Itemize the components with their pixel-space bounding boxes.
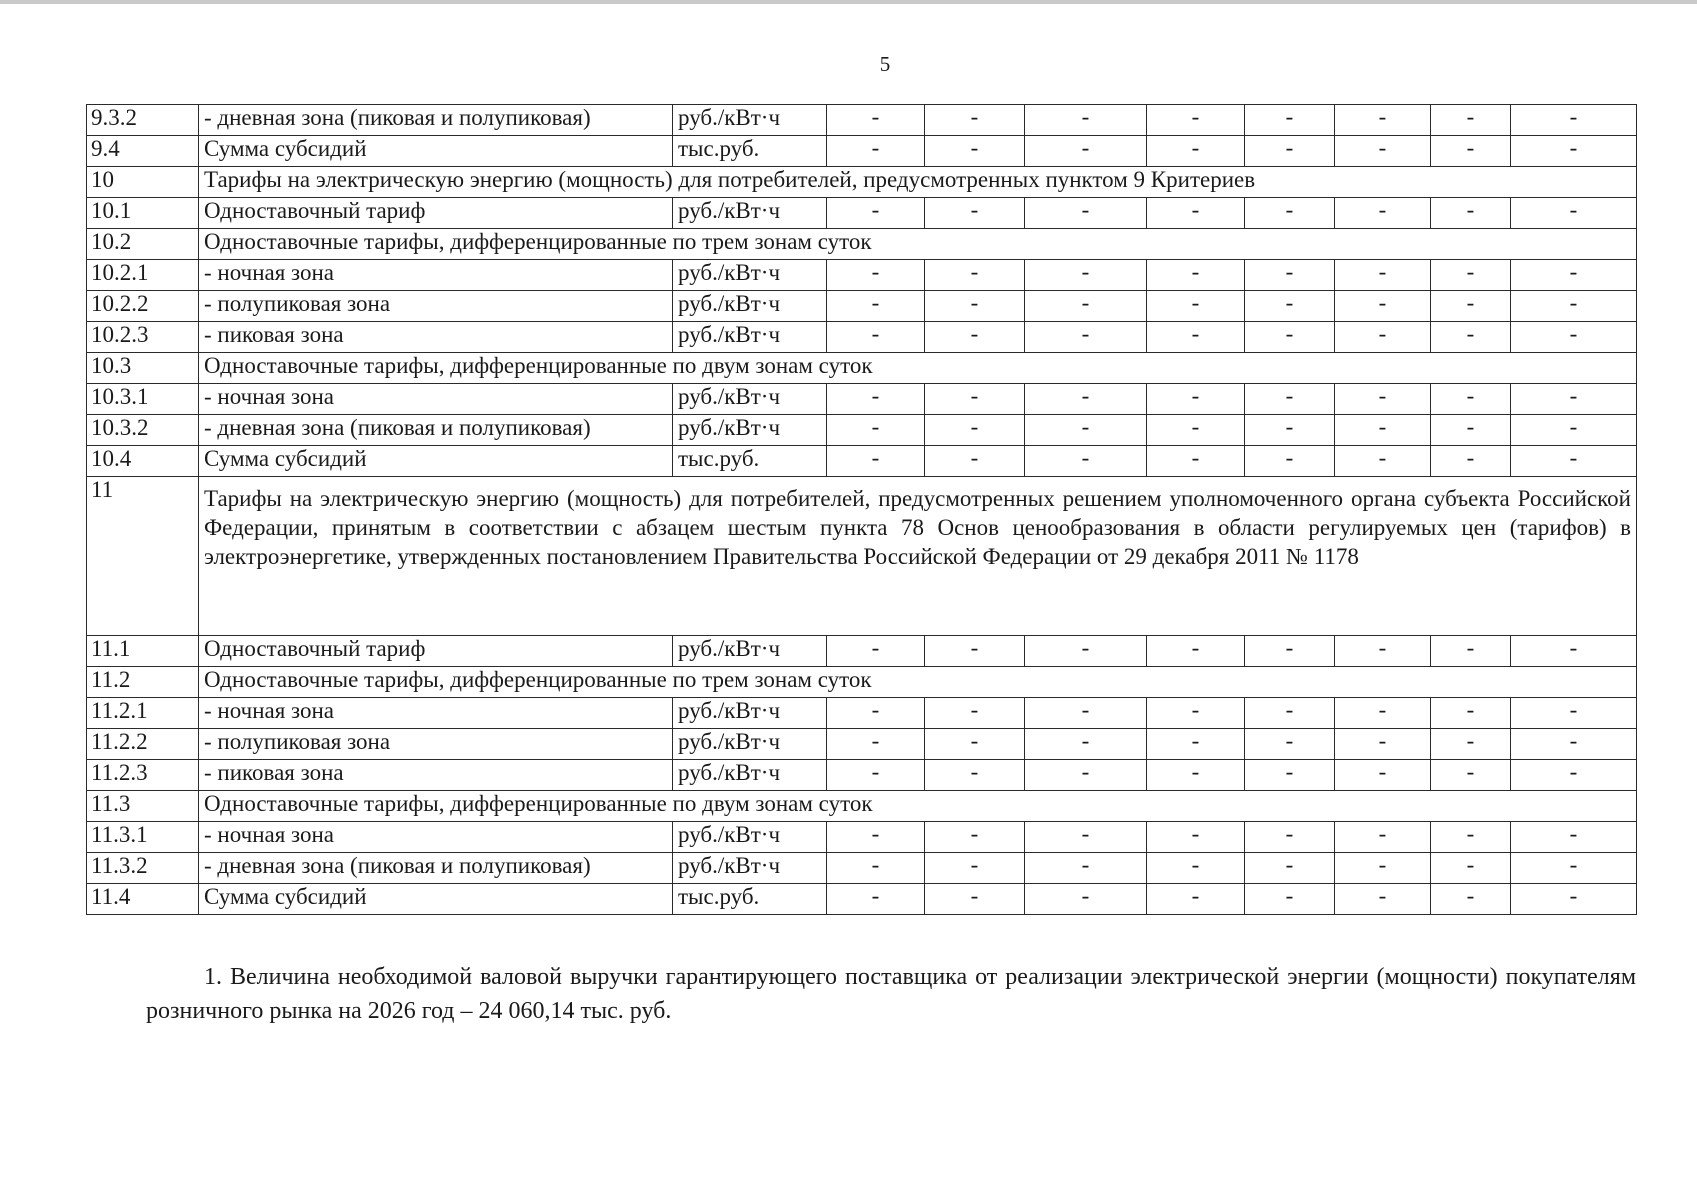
- tariff-table: [86, 104, 1637, 915]
- value-cell: -: [925, 260, 1025, 291]
- value-cell: -: [1245, 636, 1335, 667]
- table-row: [87, 698, 1637, 729]
- value-cell: -: [1511, 198, 1637, 229]
- table-row: [87, 322, 1637, 353]
- row-name: Сумма субсидий: [199, 446, 673, 477]
- value-cell: -: [1431, 198, 1511, 229]
- table-row: [87, 229, 1637, 260]
- table-row: [87, 260, 1637, 291]
- revenue-note: 1. Величина необходимой валовой выручки гарантирующего поставщика от реализации электрической энергии (мощности) покупателям розничного рынка на 2026 год – 24 060,14 тыс. руб.: [146, 964, 1636, 1024]
- row-number: 10.3.1: [87, 384, 199, 415]
- value-cell: -: [1511, 384, 1637, 415]
- row-unit: тыс.руб.: [673, 884, 827, 915]
- value-cell: -: [1147, 384, 1245, 415]
- row-unit: руб./кВт·ч: [673, 822, 827, 853]
- value-cell: -: [925, 198, 1025, 229]
- value-cell: -: [1431, 636, 1511, 667]
- table-row: [87, 853, 1637, 884]
- value-cell: -: [827, 636, 925, 667]
- row-unit: руб./кВт·ч: [673, 760, 827, 791]
- value-cell: -: [1147, 760, 1245, 791]
- value-cell: -: [1245, 760, 1335, 791]
- row-number: 11.3.1: [87, 822, 199, 853]
- value-cell: -: [827, 884, 925, 915]
- row-name: - пиковая зона: [199, 322, 673, 353]
- section-heading: Тарифы на электрическую энергию (мощность) для потребителей, предусмотренных пунктом 9 Критериев: [199, 167, 1637, 198]
- value-cell: -: [827, 105, 925, 136]
- value-cell: -: [925, 698, 1025, 729]
- value-cell: -: [1147, 446, 1245, 477]
- value-cell: -: [1025, 729, 1147, 760]
- value-cell: -: [1025, 322, 1147, 353]
- value-cell: -: [1335, 698, 1431, 729]
- row-unit: руб./кВт·ч: [673, 853, 827, 884]
- value-cell: -: [1431, 698, 1511, 729]
- value-cell: -: [1245, 853, 1335, 884]
- value-cell: -: [1511, 729, 1637, 760]
- value-cell: -: [1147, 884, 1245, 915]
- value-cell: -: [1431, 729, 1511, 760]
- value-cell: -: [1335, 822, 1431, 853]
- row-number: 10.1: [87, 198, 199, 229]
- row-unit: руб./кВт·ч: [673, 198, 827, 229]
- row-unit: руб./кВт·ч: [673, 291, 827, 322]
- scan-top-edge: [0, 0, 1697, 4]
- row-unit: руб./кВт·ч: [673, 384, 827, 415]
- value-cell: -: [925, 322, 1025, 353]
- value-cell: -: [1025, 415, 1147, 446]
- value-cell: -: [1147, 698, 1245, 729]
- value-cell: -: [1335, 198, 1431, 229]
- value-cell: -: [1025, 760, 1147, 791]
- value-cell: -: [1431, 136, 1511, 167]
- table-row: [87, 384, 1637, 415]
- value-cell: -: [1335, 105, 1431, 136]
- row-unit: руб./кВт·ч: [673, 636, 827, 667]
- value-cell: -: [1431, 415, 1511, 446]
- value-cell: -: [827, 822, 925, 853]
- value-cell: -: [1511, 260, 1637, 291]
- value-cell: -: [1511, 291, 1637, 322]
- row-name: Одноставочный тариф: [199, 198, 673, 229]
- value-cell: -: [925, 884, 1025, 915]
- value-cell: -: [1431, 760, 1511, 791]
- table-row: [87, 636, 1637, 667]
- row-unit: руб./кВт·ч: [673, 260, 827, 291]
- value-cell: -: [827, 446, 925, 477]
- value-cell: -: [1431, 291, 1511, 322]
- table-row: [87, 477, 1637, 636]
- row-number: 10.4: [87, 446, 199, 477]
- row-number: 11.2: [87, 667, 199, 698]
- row-number: 11.2.3: [87, 760, 199, 791]
- value-cell: -: [827, 415, 925, 446]
- value-cell: -: [827, 760, 925, 791]
- row-number: 9.4: [87, 136, 199, 167]
- value-cell: -: [1025, 136, 1147, 167]
- row-number: 11.2.2: [87, 729, 199, 760]
- row-number: 10: [87, 167, 199, 198]
- value-cell: -: [1245, 260, 1335, 291]
- row-name: - полупиковая зона: [199, 729, 673, 760]
- value-cell: -: [827, 322, 925, 353]
- row-number: 11: [87, 477, 199, 636]
- value-cell: -: [827, 260, 925, 291]
- row-unit: тыс.руб.: [673, 136, 827, 167]
- value-cell: -: [1431, 884, 1511, 915]
- section-heading: Одноставочные тарифы, дифференцированные по двум зонам суток: [199, 791, 1637, 822]
- value-cell: -: [1245, 105, 1335, 136]
- row-number: 10.3.2: [87, 415, 199, 446]
- value-cell: -: [1511, 446, 1637, 477]
- value-cell: -: [925, 415, 1025, 446]
- value-cell: -: [925, 760, 1025, 791]
- value-cell: -: [1431, 822, 1511, 853]
- value-cell: -: [1335, 260, 1431, 291]
- value-cell: -: [1431, 105, 1511, 136]
- value-cell: -: [1025, 384, 1147, 415]
- value-cell: -: [925, 384, 1025, 415]
- value-cell: -: [1511, 884, 1637, 915]
- row-name: - дневная зона (пиковая и полупиковая): [199, 105, 673, 136]
- row-name: - дневная зона (пиковая и полупиковая): [199, 853, 673, 884]
- row-unit: руб./кВт·ч: [673, 698, 827, 729]
- table-row: [87, 198, 1637, 229]
- row-number: 10.2.3: [87, 322, 199, 353]
- value-cell: -: [1511, 322, 1637, 353]
- row-name: - ночная зона: [199, 260, 673, 291]
- value-cell: -: [1147, 105, 1245, 136]
- row-number: 10.3: [87, 353, 199, 384]
- value-cell: -: [827, 698, 925, 729]
- value-cell: -: [1245, 822, 1335, 853]
- value-cell: -: [827, 729, 925, 760]
- table-row: [87, 353, 1637, 384]
- value-cell: -: [925, 105, 1025, 136]
- value-cell: -: [827, 136, 925, 167]
- value-cell: -: [827, 853, 925, 884]
- value-cell: -: [925, 853, 1025, 884]
- row-unit: тыс.руб.: [673, 446, 827, 477]
- value-cell: -: [1147, 198, 1245, 229]
- section-heading: Одноставочные тарифы, дифференцированные по трем зонам суток: [199, 229, 1637, 260]
- value-cell: -: [925, 446, 1025, 477]
- row-name: Сумма субсидий: [199, 884, 673, 915]
- table-row: [87, 791, 1637, 822]
- row-number: 10.2.2: [87, 291, 199, 322]
- table-row: [87, 884, 1637, 915]
- value-cell: -: [1025, 198, 1147, 229]
- value-cell: -: [1431, 384, 1511, 415]
- value-cell: -: [1245, 136, 1335, 167]
- value-cell: -: [1147, 260, 1245, 291]
- table-row: [87, 729, 1637, 760]
- value-cell: -: [827, 291, 925, 322]
- value-cell: -: [1511, 105, 1637, 136]
- value-cell: -: [1431, 322, 1511, 353]
- value-cell: -: [1025, 698, 1147, 729]
- value-cell: -: [1335, 636, 1431, 667]
- row-number: 11.2.1: [87, 698, 199, 729]
- value-cell: -: [1025, 884, 1147, 915]
- table-row: [87, 415, 1637, 446]
- value-cell: -: [1511, 822, 1637, 853]
- value-cell: -: [827, 198, 925, 229]
- value-cell: -: [1431, 853, 1511, 884]
- row-number: 10.2: [87, 229, 199, 260]
- row-number: 9.3.2: [87, 105, 199, 136]
- value-cell: -: [1335, 729, 1431, 760]
- row-name: - дневная зона (пиковая и полупиковая): [199, 415, 673, 446]
- value-cell: -: [1245, 884, 1335, 915]
- value-cell: -: [1245, 446, 1335, 477]
- value-cell: -: [1335, 884, 1431, 915]
- value-cell: -: [1245, 291, 1335, 322]
- table-row: [87, 167, 1637, 198]
- value-cell: -: [1335, 291, 1431, 322]
- value-cell: -: [1511, 636, 1637, 667]
- section-heading: Одноставочные тарифы, дифференцированные по трем зонам суток: [199, 667, 1637, 698]
- value-cell: -: [1335, 415, 1431, 446]
- row-name: - ночная зона: [199, 822, 673, 853]
- value-cell: -: [1245, 729, 1335, 760]
- row-name: - пиковая зона: [199, 760, 673, 791]
- section-heading: Тарифы на электрическую энергию (мощность) для потребителей, предусмотренных решением уполномоченного органа субъекта Российской Федерации, принятым в соответствии с абзацем шестым пункта 78 Основ ценообразования в области регулируемых цен (тарифов) в электроэнергетике, утвержденных постановлением Правительства Российской Федерации от 29 декабря 2011 № 1178: [199, 477, 1637, 636]
- table-row: [87, 667, 1637, 698]
- value-cell: -: [1025, 446, 1147, 477]
- value-cell: -: [925, 822, 1025, 853]
- value-cell: -: [1335, 760, 1431, 791]
- table-row: [87, 446, 1637, 477]
- value-cell: -: [1147, 322, 1245, 353]
- value-cell: -: [1025, 822, 1147, 853]
- value-cell: -: [827, 384, 925, 415]
- row-unit: руб./кВт·ч: [673, 415, 827, 446]
- value-cell: -: [1431, 260, 1511, 291]
- value-cell: -: [1511, 136, 1637, 167]
- row-name: - ночная зона: [199, 384, 673, 415]
- row-unit: руб./кВт·ч: [673, 105, 827, 136]
- value-cell: -: [1335, 853, 1431, 884]
- value-cell: -: [1147, 636, 1245, 667]
- value-cell: -: [1147, 136, 1245, 167]
- value-cell: -: [925, 136, 1025, 167]
- row-number: 10.2.1: [87, 260, 199, 291]
- value-cell: -: [1025, 853, 1147, 884]
- value-cell: -: [1245, 384, 1335, 415]
- value-cell: -: [1245, 198, 1335, 229]
- section-heading: Одноставочные тарифы, дифференцированные по двум зонам суток: [199, 353, 1637, 384]
- value-cell: -: [925, 636, 1025, 667]
- row-unit: руб./кВт·ч: [673, 322, 827, 353]
- value-cell: -: [1025, 260, 1147, 291]
- table-row: [87, 105, 1637, 136]
- value-cell: -: [1431, 446, 1511, 477]
- row-number: 11.3.2: [87, 853, 199, 884]
- value-cell: -: [925, 729, 1025, 760]
- page-number: 5: [879, 52, 891, 76]
- table-row: [87, 760, 1637, 791]
- row-number: 11.1: [87, 636, 199, 667]
- row-name: - ночная зона: [199, 698, 673, 729]
- value-cell: -: [1335, 322, 1431, 353]
- value-cell: -: [1025, 291, 1147, 322]
- row-number: 11.4: [87, 884, 199, 915]
- table-row: [87, 136, 1637, 167]
- row-name: - полупиковая зона: [199, 291, 673, 322]
- value-cell: -: [1511, 760, 1637, 791]
- row-unit: руб./кВт·ч: [673, 729, 827, 760]
- row-name: Сумма субсидий: [199, 136, 673, 167]
- value-cell: -: [1147, 729, 1245, 760]
- table-row: [87, 822, 1637, 853]
- value-cell: -: [1335, 384, 1431, 415]
- value-cell: -: [1147, 415, 1245, 446]
- value-cell: -: [1335, 446, 1431, 477]
- value-cell: -: [1147, 853, 1245, 884]
- value-cell: -: [1511, 853, 1637, 884]
- value-cell: -: [1335, 136, 1431, 167]
- value-cell: -: [1025, 636, 1147, 667]
- value-cell: -: [1245, 322, 1335, 353]
- value-cell: -: [925, 291, 1025, 322]
- value-cell: -: [1511, 698, 1637, 729]
- value-cell: -: [1025, 105, 1147, 136]
- row-number: 11.3: [87, 791, 199, 822]
- row-name: Одноставочный тариф: [199, 636, 673, 667]
- value-cell: -: [1147, 291, 1245, 322]
- table-row: [87, 291, 1637, 322]
- table-body: [87, 105, 1637, 915]
- value-cell: -: [1147, 822, 1245, 853]
- value-cell: -: [1511, 415, 1637, 446]
- value-cell: -: [1245, 415, 1335, 446]
- value-cell: -: [1245, 698, 1335, 729]
